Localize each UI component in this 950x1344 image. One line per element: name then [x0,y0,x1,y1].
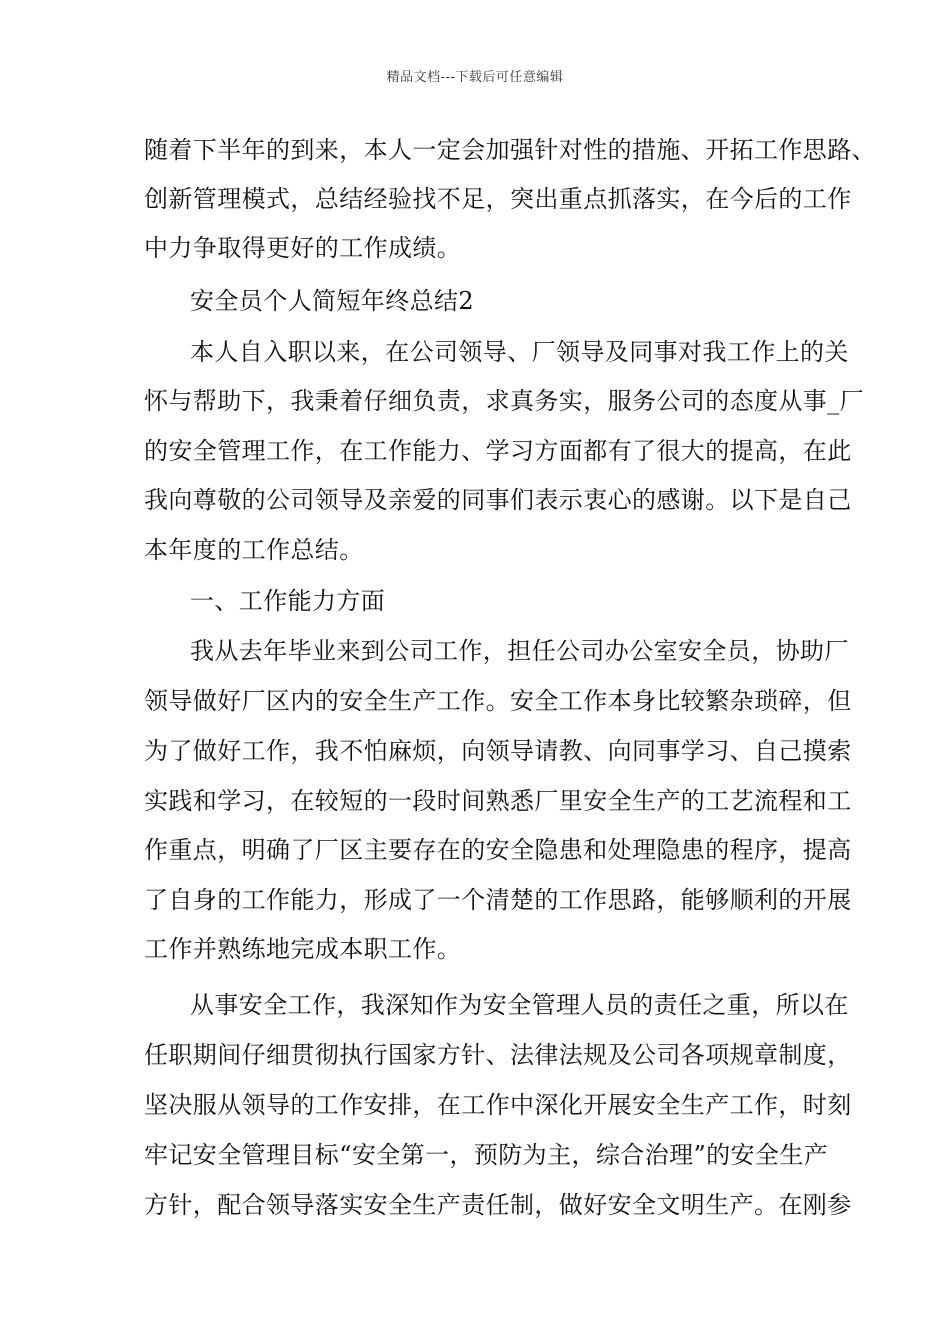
text-line: 从事安全工作，我深知作为安全管理人员的责任之重，所以在 [190,991,849,1019]
section-heading: 一、工作能力方面 [190,587,386,615]
text-line: 工作并熟练地完成本职工作。 [144,935,462,963]
text-line: 方针，配合领导落实安全生产责任制，做好安全文明生产。在刚参 [144,1191,852,1219]
text-line: 创新管理模式，总结经验找不足，突出重点抓落实，在今后的工作 [144,185,852,213]
text-line: 怀与帮助下，我秉着仔细负责，求真务实，服务公司的态度从事_厂 [144,387,864,415]
text-line: 本年度的工作总结。 [144,536,364,564]
text-line: 中力争取得更好的工作成绩。 [144,234,462,262]
text-line: 实践和学习，在较短的一段时间熟悉厂里安全生产的工艺流程和工 [144,787,852,815]
text-line: 的安全管理工作，在工作能力、学习方面都有了很大的提高，在此 [144,437,852,465]
text-line: 作重点，明确了厂区主要存在的安全隐患和处理隐患的程序，提高 [144,836,852,864]
text-line: 我从去年毕业来到公司工作，担任公司办公室安全员，协助厂 [190,637,849,665]
section-heading: 安全员个人简短年终总结2 [190,287,475,315]
text-line: 领导做好厂区内的安全生产工作。安全工作本身比较繁杂琐碎，但 [144,687,852,715]
text-line: 我向尊敬的公司领导及亲爱的同事们表示衷心的感谢。以下是自己 [144,486,852,514]
text-line: 本人自入职以来，在公司领导、厂领导及同事对我工作上的关 [190,338,849,366]
page-header: 精品文档---下载后可任意编辑 [386,70,564,85]
text-line: 随着下半年的到来，本人一定会加强针对性的措施、开拓工作思路、 [144,136,876,164]
text-line: 牢记安全管理目标“安全第一，预防为主，综合治理”的安全生产 [144,1141,829,1169]
text-line: 了自身的工作能力，形成了一个清楚的工作思路，能够顺利的开展 [144,886,852,914]
text-line: 为了做好工作，我不怕麻烦，向领导请教、向同事学习、自己摸索 [144,737,852,765]
text-line: 坚决服从领导的工作安排，在工作中深化开展安全生产工作，时刻 [144,1091,852,1119]
text-line: 任职期间仔细贯彻执行国家方针、法律法规及公司各项规章制度， [144,1041,852,1069]
